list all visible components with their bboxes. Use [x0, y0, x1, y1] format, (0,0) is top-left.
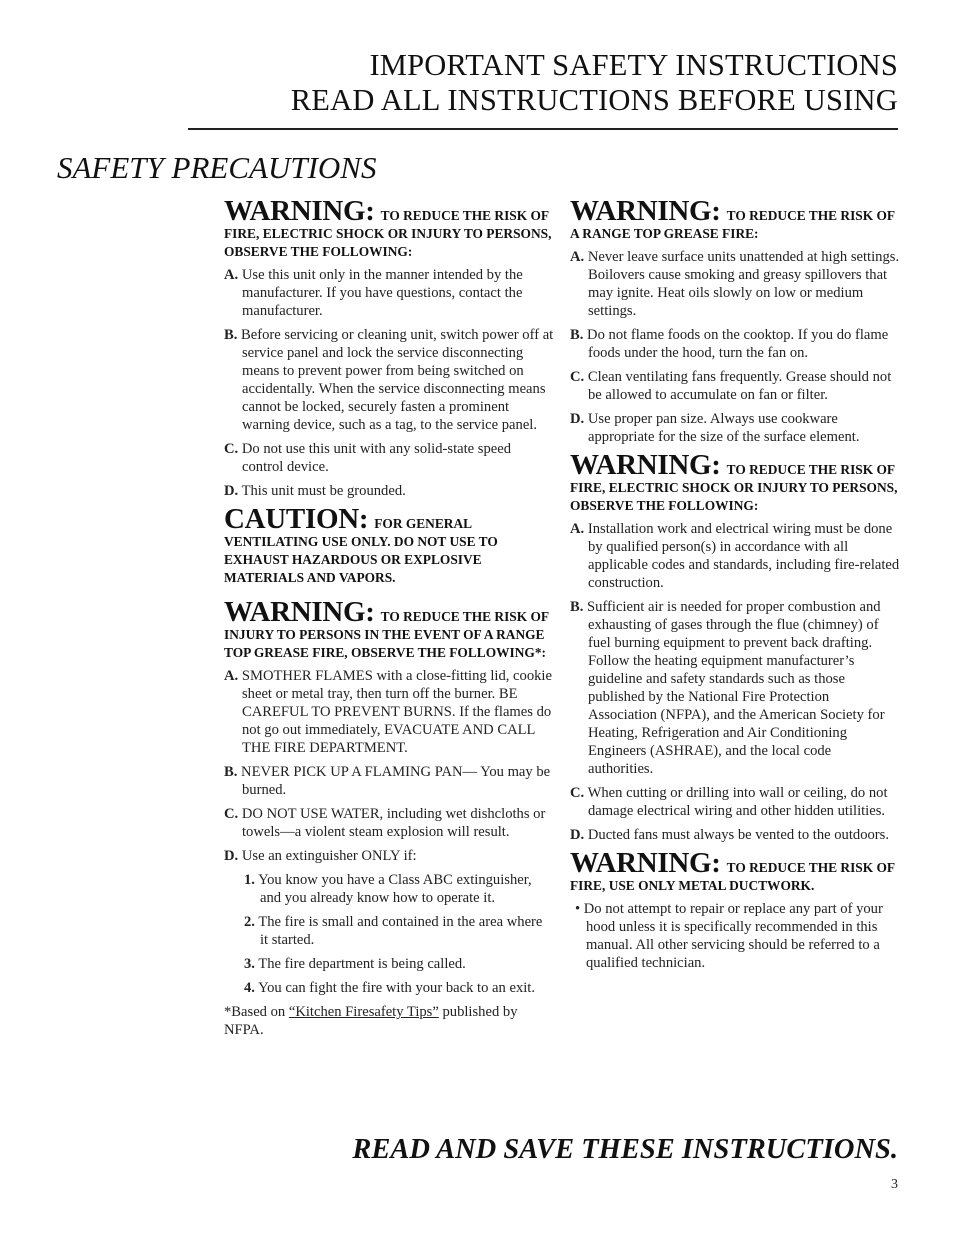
warning-text: TO REDUCE THE RISK OF A RANGE TOP GREASE FIRE: — [570, 208, 895, 241]
list-item: B. Sufficient air is needed for proper combustion and exhausting of gases through the flue (chimney) of fuel burning equipment to prevent back drafting. Follow the heating equipment manufacturer’s guideline and safety standards such as those published by the National Fire Protection Association (NFPA), and the American Society for Heating, Refrigeration and Air Conditioning Engineers (ASHRAE), and the local code authorities. — [570, 599, 885, 777]
list-item: B. Do not flame foods on the cooktop. If you do flame foods under the hood, turn the fan on. — [570, 327, 889, 361]
page-number: 3 — [891, 1177, 898, 1192]
warning-block-fire-shock — [224, 195, 554, 500]
footnote: *Based on “Kitchen Firesafety Tips” published by NFPA. — [224, 1004, 518, 1038]
sub-list-item: 2. The fire is small and contained in the area where it started. — [244, 914, 543, 948]
warning-block-installation — [570, 449, 900, 844]
list-item: A. Never leave surface units unattended at high settings. Boilovers cause smoking and greasy spillovers that may ignite. Heat oils slowly on low or medium settings. — [570, 249, 900, 319]
sub-list-item: 1. You know you have a Class ABC extinguisher, and you already know how to operate it. — [244, 872, 532, 906]
list-item: C. Clean ventilating fans frequently. Grease should not be allowed to accumulate on fan or filter. — [570, 369, 892, 403]
warning-heading — [570, 847, 900, 895]
bullet-item: • Do not attempt to repair or replace any part of your hood unless it is specifically recommended in this manual. All other servicing should be referred to a qualified technician. — [575, 901, 883, 971]
sub-list-item: 4. You can fight the fire with your back to an exit. — [244, 980, 536, 996]
warning-block-grease — [570, 195, 900, 446]
caution-block — [224, 503, 554, 587]
list-item: C. Do not use this unit with any solid-state speed control device. — [224, 441, 512, 475]
caution-text: FOR GENERAL VENTILATING USE ONLY. DO NOT USE TO EXHAUST HAZARDOUS OR EXPLOSIVE MATERIALS AND VAPORS. — [224, 516, 498, 585]
caution-label: CAUTION: — [224, 503, 369, 535]
list-item: D. Use proper pan size. Always use cookware appropriate for the size of the surface element. — [570, 411, 860, 445]
warning-text: TO REDUCE THE RISK OF FIRE, USE ONLY METAL DUCTWORK. — [570, 860, 895, 893]
list-item: B. NEVER PICK UP A FLAMING PAN— You may be burned. — [224, 764, 551, 798]
warning-label: WARNING: — [224, 195, 375, 227]
list-item: C. DO NOT USE WATER, including wet dishcloths or towels—a violent steam explosion will result. — [224, 806, 546, 840]
footnote-reference: “Kitchen Firesafety Tips” — [288, 1004, 439, 1020]
list-item: A. Installation work and electrical wiring must be done by qualified person(s) in accordance with all applicable codes and standards, including fire-related construction. — [570, 521, 900, 591]
right-column — [570, 195, 900, 978]
sub-list-item: 3. The fire department is being called. — [244, 956, 466, 972]
warning-label: WARNING: — [570, 449, 721, 481]
list-item: C. When cutting or drilling into wall or ceiling, do not damage electrical wiring and other hidden utilities. — [570, 785, 888, 819]
header-line-1: IMPORTANT SAFETY INSTRUCTIONS — [369, 48, 898, 82]
warning-heading — [224, 596, 554, 662]
warning-block-grease-fire — [224, 596, 554, 1039]
list-item: D. This unit must be grounded. — [224, 483, 406, 499]
list-item: D. Ducted fans must always be vented to the outdoors. — [570, 827, 889, 843]
header-line-2: READ ALL INSTRUCTIONS BEFORE USING — [290, 83, 898, 117]
warning-text: TO REDUCE THE RISK OF INJURY TO PERSONS IN THE EVENT OF A RANGE TOP GREASE FIRE, OBSERVE THE FOLLOWING*: — [224, 609, 549, 660]
left-column — [224, 195, 554, 1039]
warning-label: WARNING: — [570, 195, 721, 227]
warning-heading — [224, 195, 554, 261]
warning-block-ductwork — [570, 847, 900, 972]
warning-heading — [570, 195, 900, 243]
bullet-icon: • — [575, 901, 581, 917]
caution-heading — [224, 503, 554, 587]
page-header — [188, 48, 898, 118]
warning-text: TO REDUCE THE RISK OF FIRE, ELECTRIC SHOCK OR INJURY TO PERSONS, OBSERVE THE FOLLOWING: — [570, 462, 898, 513]
warning-label: WARNING: — [224, 596, 375, 628]
warning-text: TO REDUCE THE RISK OF FIRE, ELECTRIC SHOCK OR INJURY TO PERSONS, OBSERVE THE FOLLOWING: — [224, 208, 552, 259]
warning-label: WARNING: — [570, 847, 721, 879]
list-item: A. Use this unit only in the manner intended by the manufacturer. If you have questions, contact the manufacturer. — [224, 267, 523, 319]
list-item: D. Use an extinguisher ONLY if: — [224, 848, 417, 864]
list-item: A. SMOTHER FLAMES with a close-fitting lid, cookie sheet or metal tray, then turn off the burner. BE CAREFUL TO PREVENT BURNS. If the flames do not go out immediately, EVACUATE AND CALL THE FIRE DEPARTMENT. — [224, 668, 552, 756]
footer-banner: READ AND SAVE THESE INSTRUCTIONS. — [352, 1134, 898, 1165]
list-item: B. Before servicing or cleaning unit, switch power off at service panel and lock the service disconnecting means to prevent power from being switched on accidentally. When the service disconnecting means cannot be locked, securely fasten a prominent warning device, such as a tag, to the service panel. — [224, 327, 554, 433]
section-title: SAFETY PRECAUTIONS — [57, 150, 377, 185]
warning-heading — [570, 449, 900, 515]
header-rule — [188, 128, 898, 130]
